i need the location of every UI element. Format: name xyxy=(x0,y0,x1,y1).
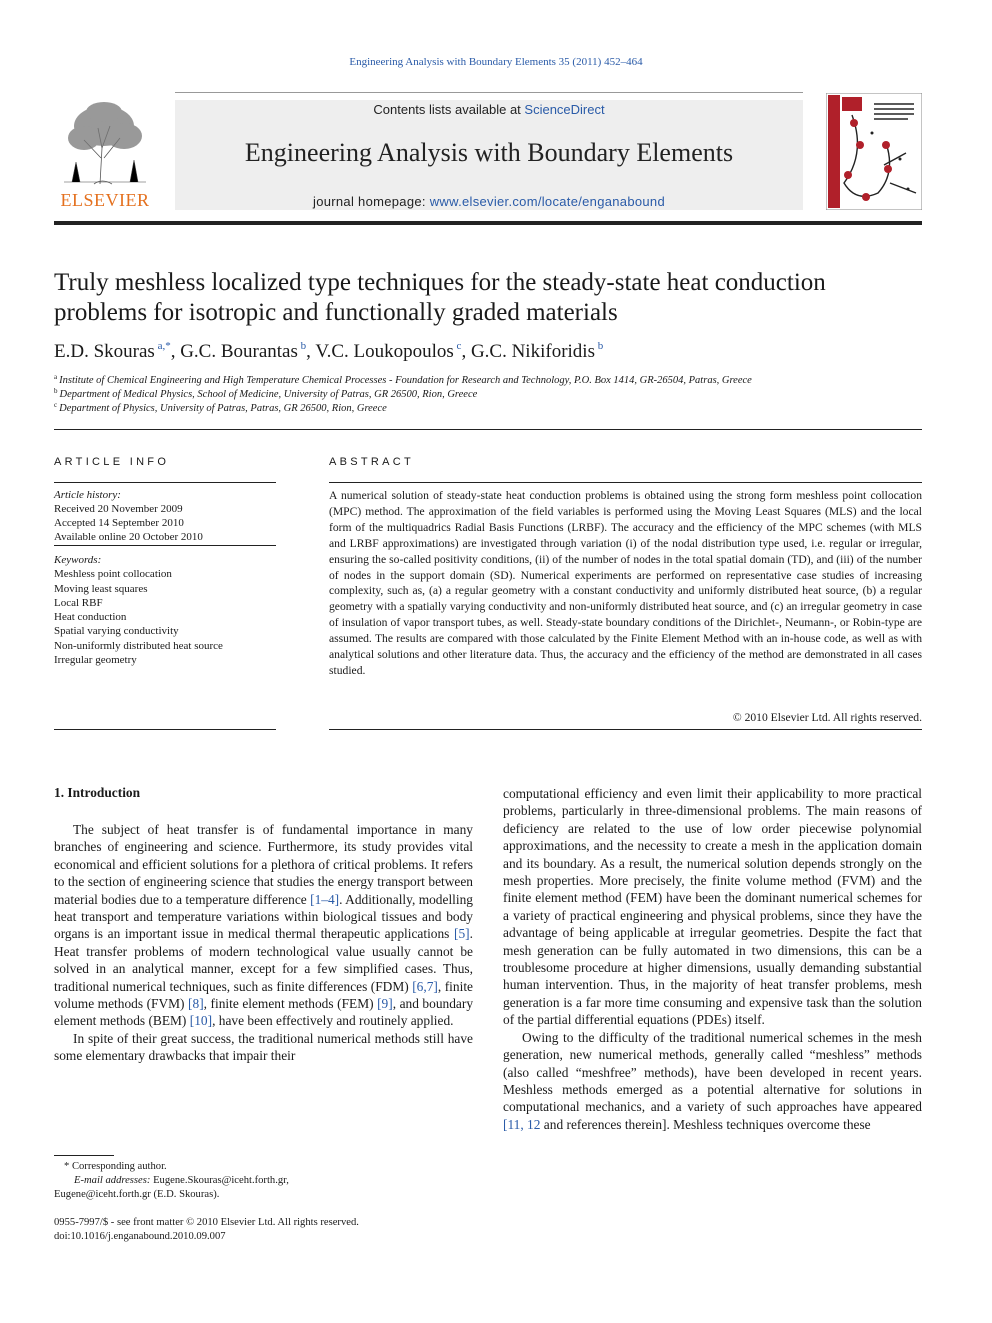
paragraph-text: . Heat transfer problems of modern technological value usually cannot be solved in an analytical manner, except for a few simplified cases. Thus, traditional numerical techniques, such as finite differences (FDM) xyxy=(54,926,473,994)
corresponding-author: * Corresponding author. xyxy=(64,1161,167,1172)
author-separator: , xyxy=(461,341,471,362)
affiliation-text: Department of Medical Physics, School of Medicine, University of Patras, GR 26500, Rion, Greece xyxy=(59,389,478,400)
affiliation-marker: a xyxy=(54,373,58,381)
keyword: Non-uniformly distributed heat source xyxy=(54,639,223,652)
intro-paragraph-1 xyxy=(54,821,473,1030)
affiliation-a xyxy=(54,373,922,386)
paragraph-text: Owing to the difficulty of the traditional numerical schemes in the mesh generation, new numerical methods, generally called “meshless” methods (also called “meshfree” methods), have been developed in recent years. Meshless methods emerged as a potential alternative for solutions in computational mechanics, and a variety of such approaches have appeared xyxy=(503,1029,922,1115)
history-online: Available online 20 October 2010 xyxy=(54,531,203,543)
contents-prefix: Contents lists available at xyxy=(373,102,525,117)
author-separator: , xyxy=(306,341,316,362)
keyword: Meshless point collocation xyxy=(54,568,172,581)
paragraph-text: The subject of heat transfer is of fundamental importance in many branches of engineering and science. Furthermore, its study provides vital economical and efficient solutions for a plethora of critical problems. It refers to the section of engineering science that studies the energy transport between material bodies due to a temperature difference xyxy=(54,822,473,907)
header-top-rule xyxy=(175,92,803,93)
affiliation-text: Institute of Chemical Engineering and High Temperature Chemical Processes - Foundation for Research and Technology, P.O. Box 1414, GR-26504, Patras, Greece xyxy=(59,375,752,386)
email-label: E-mail addresses: xyxy=(74,1175,154,1186)
body-column-left xyxy=(54,821,473,1065)
email-link[interactable]: Eugene.Skouras@iceht.forth.gr, xyxy=(153,1175,289,1186)
homepage-line xyxy=(175,194,803,209)
paragraph-text: . Additionally, modelling heat transport and temperature variations within biological tissues and body organs is an important issue in medical thermal therapeutic applications xyxy=(54,891,473,942)
author-separator: , xyxy=(170,341,181,362)
article-info-rule xyxy=(54,482,276,483)
email-line xyxy=(54,1174,474,1188)
issn-line: 0955-7997/$ - see front matter © 2010 Elsevier Ltd. All rights reserved. xyxy=(54,1217,359,1228)
author-affiliation-marker[interactable]: b xyxy=(594,340,604,352)
journal-cover[interactable] xyxy=(826,93,922,210)
paragraph-text: , and boundary element methods (BEM) xyxy=(54,996,474,1029)
body-column-right xyxy=(503,785,922,1133)
author-affiliation-marker[interactable]: c xyxy=(453,340,462,352)
paragraph-text: and references therein]. Meshless techniques overcome these xyxy=(540,1116,871,1132)
keyword: Moving least squares xyxy=(54,582,148,595)
author-name[interactable]: G.C. Nikiforidis xyxy=(470,341,595,362)
affiliation-b xyxy=(54,387,922,400)
history-received: Received 20 November 2009 xyxy=(54,503,183,515)
reference-link[interactable]: [8] xyxy=(188,996,204,1012)
sciencedirect-link[interactable]: ScienceDirect xyxy=(524,102,605,117)
footnote-rule xyxy=(54,1155,114,1156)
history-rule xyxy=(54,545,276,546)
journal-name: Engineering Analysis with Boundary Elements xyxy=(244,138,734,167)
homepage-link[interactable]: www.elsevier.com/locate/enganabound xyxy=(429,194,665,209)
homepage-prefix: journal homepage: xyxy=(313,194,430,209)
journal-citation[interactable]: Engineering Analysis with Boundary Elements 35 (2011) 452–464 xyxy=(349,56,643,68)
elsevier-tree-icon xyxy=(54,98,156,188)
affiliation-text: Department of Physics, University of Patras, Patras, GR 26500, Rion, Greece xyxy=(59,403,387,414)
author-name[interactable]: G.C. Bourantas xyxy=(180,341,298,362)
author-affiliation-marker[interactable]: b xyxy=(297,340,307,352)
author-name[interactable]: V.C. Loukopoulos xyxy=(315,341,454,362)
reference-link[interactable]: [6,7] xyxy=(412,978,438,994)
reference-link[interactable]: [5] xyxy=(454,926,470,942)
abstract-copyright: © 2010 Elsevier Ltd. All rights reserved. xyxy=(732,711,922,724)
paragraph-text: , finite volume methods (FVM) xyxy=(54,978,473,1012)
abstract-heading: ABSTRACT xyxy=(329,456,415,468)
journal-header xyxy=(175,100,803,210)
keyword: Spatial varying conductivity xyxy=(54,625,179,638)
abstract-text: A numerical solution of steady-state heat conduction problems is obtained using the strong form meshless point collocation (MPC) method. The approximation of the field variables is performed using the Moving Least Squares (MLS) and the local form of the multiquadrics Radial Basis Functions (LRBF). The accuracy and the efficiency of the MPC schemes (with MLS and LRBF approximations) are investigated through variation (i) of the nodal distribution type used, i.e. regular or irregular, ensuring the so-called positivity conditions, (ii) of the number of nodes in the total spatial domain (TD), and (iii) of the number of nodes in the support domain (SD). Numerical experiments are performed on representative case studies of increasing complexity, such as, (a) a regular geometry with a constant conductivity and uniformly distributed heat source, (b) a regular geometry with a spatially varying conductivity and non-uniformly distributed heat source, and (c) an irregular geometry in case of insulation of vapor transport tubes, as well. Steady-state boundary conditions of the Dirichlet-, Neumann-, or Robin-type are assumed. The results are compared with those calculated by the Finite Element Method with an in-house code, as well as with analytical solutions and other literature data. Thus, the accuracy and the efficiency of the method are demonstrated in all cases studied. xyxy=(329,489,922,677)
intro-paragraph-2: In spite of their great success, the traditional numerical methods still have some elementary drawbacks that impair their xyxy=(54,1030,473,1064)
header-thick-rule xyxy=(54,221,922,225)
intro-paragraph-2-continued: computational efficiency and even limit their applicability to more practical problems, particularly in three-dimensional problems. The main reasons of deficiency are related to the use of low order piecewise polynomial approximations, and the necessity to create a mesh in the application domain and its boundary. As a result, the numerical solution depends strongly on the mesh properties. More precisely, the finite volume method (FVM) and the finite element method (FEM) have been the dominant numerical schemes for a variety of practical engineering and physical problems, since they have the advantage of being applicable at irregular geometries. Despite the fact that mesh generation can be fully automated in two dimensions, this can be a troublesome procedure at higher dimensions, usually demanding substantial human intervention. Thus, in the majority of heat transfer problems, mesh generation is a far more time consuming and expensive task than the solution of the partial differential equations (PDEs) itself. xyxy=(503,786,922,1028)
reference-link[interactable]: [11, 12 xyxy=(503,1116,541,1132)
affiliation-marker: b xyxy=(54,387,58,395)
intro-paragraph-3 xyxy=(503,1029,922,1133)
affiliation-c xyxy=(54,401,922,414)
paragraph-text: , finite element methods (FEM) xyxy=(203,996,378,1012)
footnote xyxy=(54,1160,474,1202)
history-label: Article history: xyxy=(54,489,121,501)
email-link-2[interactable]: Eugene@iceht.forth.gr (E.D. Skouras). xyxy=(54,1189,220,1200)
author-list xyxy=(54,340,922,363)
keywords-label: Keywords: xyxy=(54,554,102,566)
elsevier-wordmark: ELSEVIER xyxy=(60,190,150,210)
keyword: Heat conduction xyxy=(54,611,127,624)
abstract-rule xyxy=(329,482,922,483)
article-title: Truly meshless localized type techniques for the steady-state heat conduction problems for isotropic and functionally graded materials xyxy=(54,269,826,326)
keywords xyxy=(54,553,276,667)
keyword: Irregular geometry xyxy=(54,654,137,667)
reference-link[interactable]: [9] xyxy=(377,996,393,1012)
author-name[interactable]: E.D. Skouras xyxy=(54,341,155,362)
journal-cover-image xyxy=(826,93,922,210)
affiliation-rule xyxy=(54,429,922,430)
doi-link[interactable]: doi:10.1016/j.enganabound.2010.09.007 xyxy=(54,1231,226,1242)
abstract-bottom-rule xyxy=(329,729,922,730)
keywords-rule xyxy=(54,729,276,730)
contents-line xyxy=(175,102,803,117)
article-info-heading: ARTICLE INFO xyxy=(54,456,170,468)
paragraph-text: , have been effectively and routinely applied. xyxy=(212,1013,454,1029)
author-affiliation-marker[interactable]: a,* xyxy=(154,340,171,352)
section-heading-introduction: 1. Introduction xyxy=(54,785,141,800)
affiliation-marker: c xyxy=(54,401,58,409)
reference-link[interactable]: [1–4] xyxy=(310,891,340,907)
keyword: Local RBF xyxy=(54,596,103,609)
history-accepted: Accepted 14 September 2010 xyxy=(54,517,184,529)
elsevier-logo xyxy=(54,98,156,210)
reference-link[interactable]: [10] xyxy=(189,1013,213,1029)
article-history xyxy=(54,488,276,544)
issn-block xyxy=(54,1216,474,1244)
